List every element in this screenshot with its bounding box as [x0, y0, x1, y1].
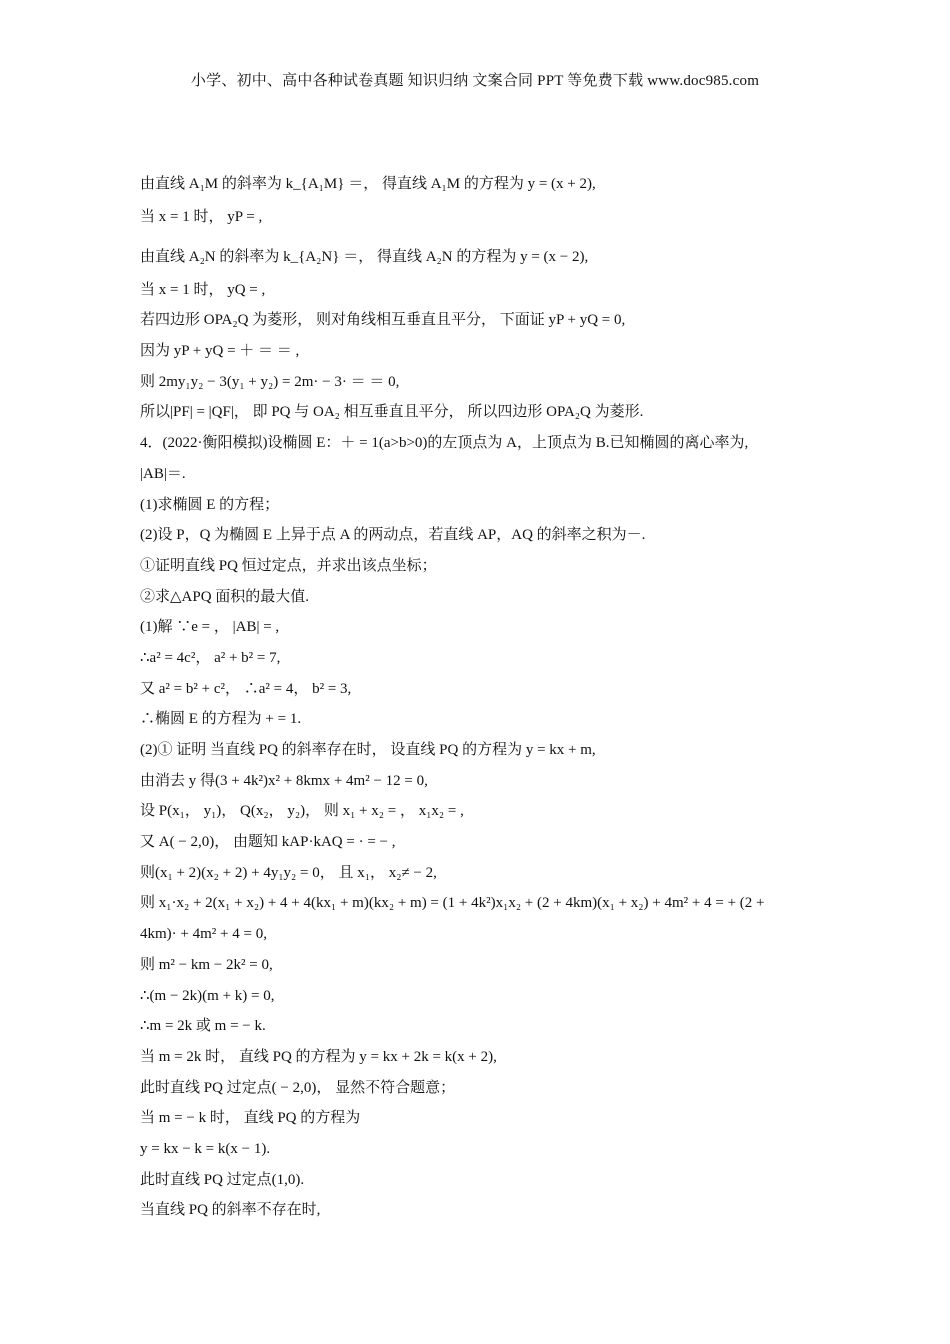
text-line: 当 m = − k 时， 直线 PQ 的方程为 [140, 1110, 361, 1127]
text-line: ∴(m − 2k)(m + k) = 0, [140, 987, 275, 1004]
text-line: 若四边形 OPA₂Q 为菱形， 则对角线相互垂直且平分， 下面证 yP + yQ = 0, [140, 312, 626, 329]
text-line: ①证明直线 PQ 恒过定点，并求出该点坐标； [140, 557, 437, 574]
text-line: 当直线 PQ 的斜率不存在时, [140, 1202, 321, 1219]
text-line: 当 x = 1 时， yQ = , [140, 281, 266, 298]
page-header: 小学、初中、高中各种试卷真题 知识归纳 文案合同 PPT 等免费下载 www.doc985.com [190, 73, 760, 89]
text-line: (1)解 ∵e = ， |AB| = , [140, 619, 280, 636]
text-line: 当 m = 2k 时， 直线 PQ 的方程为 y = kx + 2k = k(x + 2), [140, 1048, 497, 1065]
text-line: 则(x₁ + 2)(x₂ + 2) + 4y₁y₂ = 0， 且 x₁， x₂≠ − 2, [140, 864, 437, 881]
text-line: 此时直线 PQ 过定点(1,0). [140, 1171, 305, 1188]
text-line: 此时直线 PQ 过定点( − 2,0)， 显然不符合题意； [140, 1079, 456, 1096]
text-line: 则 m² − km − 2k² = 0, [140, 956, 273, 973]
text-line: 由消去 y 得(3 + 4k²)x² + 8kmx + 4m² − 12 = 0, [140, 772, 428, 789]
text-line: 由直线 A₁M 的斜率为 k_{A₁M} ＝， 得直线 A₁M 的方程为 y = (x + 2), [140, 176, 596, 192]
text-line: 当 x = 1 时， yP = , [140, 209, 263, 225]
text-line: 则 x₁·x₂ + 2(x₁ + x₂) + 4 + 4(kx₁ + m)(kx₂ + m) = (1 + 4k²)x₁x₂ + (2 + 4km)(x₁ + x₂) + 4m² + 4 = + (2 + [140, 895, 765, 912]
text-line: 因为 yP + yQ = ＋ ＝ ＝ , [140, 343, 300, 360]
text-line: 又 A( − 2,0)， 由题知 kAP·kAQ = · = − , [140, 834, 396, 851]
text-line: (2)设 P，Q 为椭圆 E 上异于点 A 的两动点，若直线 AP，AQ 的斜率之积为－. [140, 527, 646, 544]
text-line: ∴椭圆 E 的方程为 + = 1. [140, 711, 302, 728]
text-line: 又 a² = b² + c²， ∴a² = 4， b² = 3, [140, 680, 352, 697]
text-line: (2)① 证明 当直线 PQ 的斜率存在时， 设直线 PQ 的方程为 y = kx + m, [140, 742, 596, 758]
text-line: 设 P(x₁， y₁)， Q(x₂， y₂)， 则 x₁ + x₂ = ， x₁x₂ = , [140, 803, 464, 820]
text-line: ∴m = 2k 或 m = − k. [140, 1018, 266, 1035]
text-line: ②求△APQ 面积的最大值. [140, 588, 310, 605]
document-body [140, 160, 820, 1226]
text-line: 由直线 A₂N 的斜率为 k_{A₂N} ＝， 得直线 A₂N 的方程为 y = (x − 2), [140, 248, 589, 265]
text-line: ∴a² = 4c²， a² + b² = 7, [140, 649, 281, 666]
text-line: (1)求椭圆 E 的方程； [140, 496, 280, 513]
text-line: 4km)· + 4m² + 4 = 0, [140, 926, 267, 943]
problem-heading: 4．(2022·衡阳模拟)设椭圆 E：＋ = 1(a>b>0)的左顶点为 A，上顶点为 B.已知椭圆的离心率为, [140, 435, 749, 452]
text-line: y = kx − k = k(x − 1). [140, 1140, 271, 1157]
text-line: 则 2my₁y₂ − 3(y₁ + y₂) = 2m· − 3· ＝ ＝ 0, [140, 373, 400, 390]
text-line: 所以|PF| = |QF|， 即 PQ 与 OA₂ 相互垂直且平分， 所以四边形 OPA₂Q 为菱形. [140, 404, 644, 421]
text-line: |AB|＝. [140, 465, 186, 482]
